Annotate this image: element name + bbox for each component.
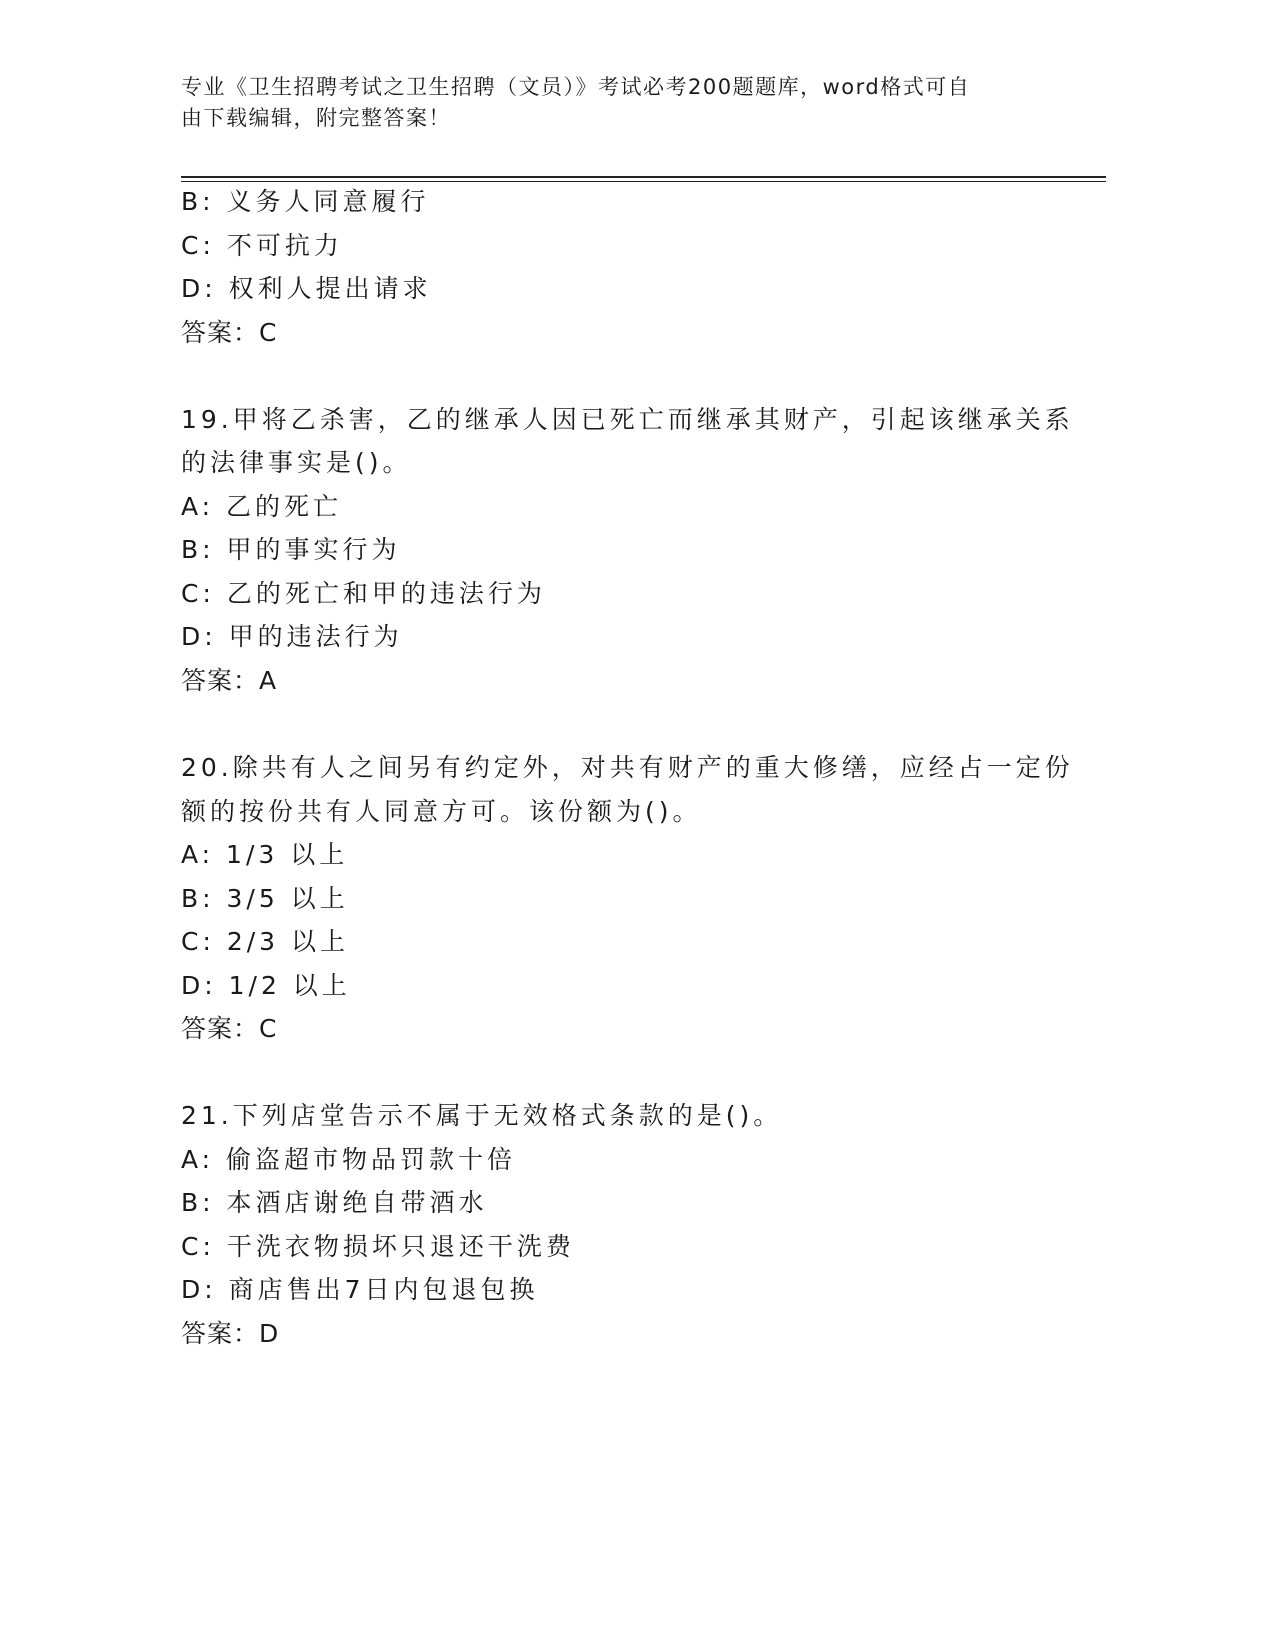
option-c: C: 2/3 以上 <box>181 927 350 956</box>
option-d: D: 甲的违法行为 <box>181 622 403 651</box>
option-b: B: 3/5 以上 <box>181 884 349 913</box>
option-c: C: 乙的死亡和甲的违法行为 <box>181 579 546 608</box>
option-b: B: 本酒店谢绝自带酒水 <box>181 1188 488 1217</box>
option-a: A: 1/3 以上 <box>181 840 349 869</box>
option-a: A: 偷盗超市物品罚款十倍 <box>181 1145 517 1174</box>
option-b: B: 义务人同意履行 <box>181 187 430 216</box>
answer-label: 答案：C <box>181 1014 278 1043</box>
answer-label: 答案：A <box>181 666 278 695</box>
question-text: 19.甲将乙杀害，乙的继承人因已死亡而继承其财产，引起该继承关系 <box>181 405 1074 434</box>
option-b: B: 甲的事实行为 <box>181 535 401 564</box>
option-d: D: 权利人提出请求 <box>181 274 432 303</box>
answer-label: 答案：C <box>181 318 278 347</box>
header-line-1: 专业《卫生招聘考试之卫生招聘（文员）》考试必考200题题库，word格式可自 <box>181 75 971 99</box>
option-a: A: 乙的死亡 <box>181 492 343 521</box>
option-d: D: 商店售出7日内包退包换 <box>181 1275 539 1304</box>
question-text: 的法律事实是()。 <box>181 448 412 477</box>
option-c: C: 不可抗力 <box>181 231 343 260</box>
header-divider-thin <box>181 181 1106 182</box>
question-text: 额的按份共有人同意方可。该份额为()。 <box>181 797 702 826</box>
document-header <box>181 72 1041 134</box>
header-divider-thick <box>181 176 1106 178</box>
header-line-2: 由下载编辑，附完整答案！ <box>181 106 451 130</box>
question-text: 21.下列店堂告示不属于无效格式条款的是()。 <box>181 1101 783 1130</box>
option-c: C: 干洗衣物损坏只退还干洗费 <box>181 1232 575 1261</box>
question-text: 20.除共有人之间另有约定外，对共有财产的重大修缮，应经占一定份 <box>181 753 1074 782</box>
option-d: D: 1/2 以上 <box>181 971 351 1000</box>
answer-label: 答案：D <box>181 1319 280 1348</box>
